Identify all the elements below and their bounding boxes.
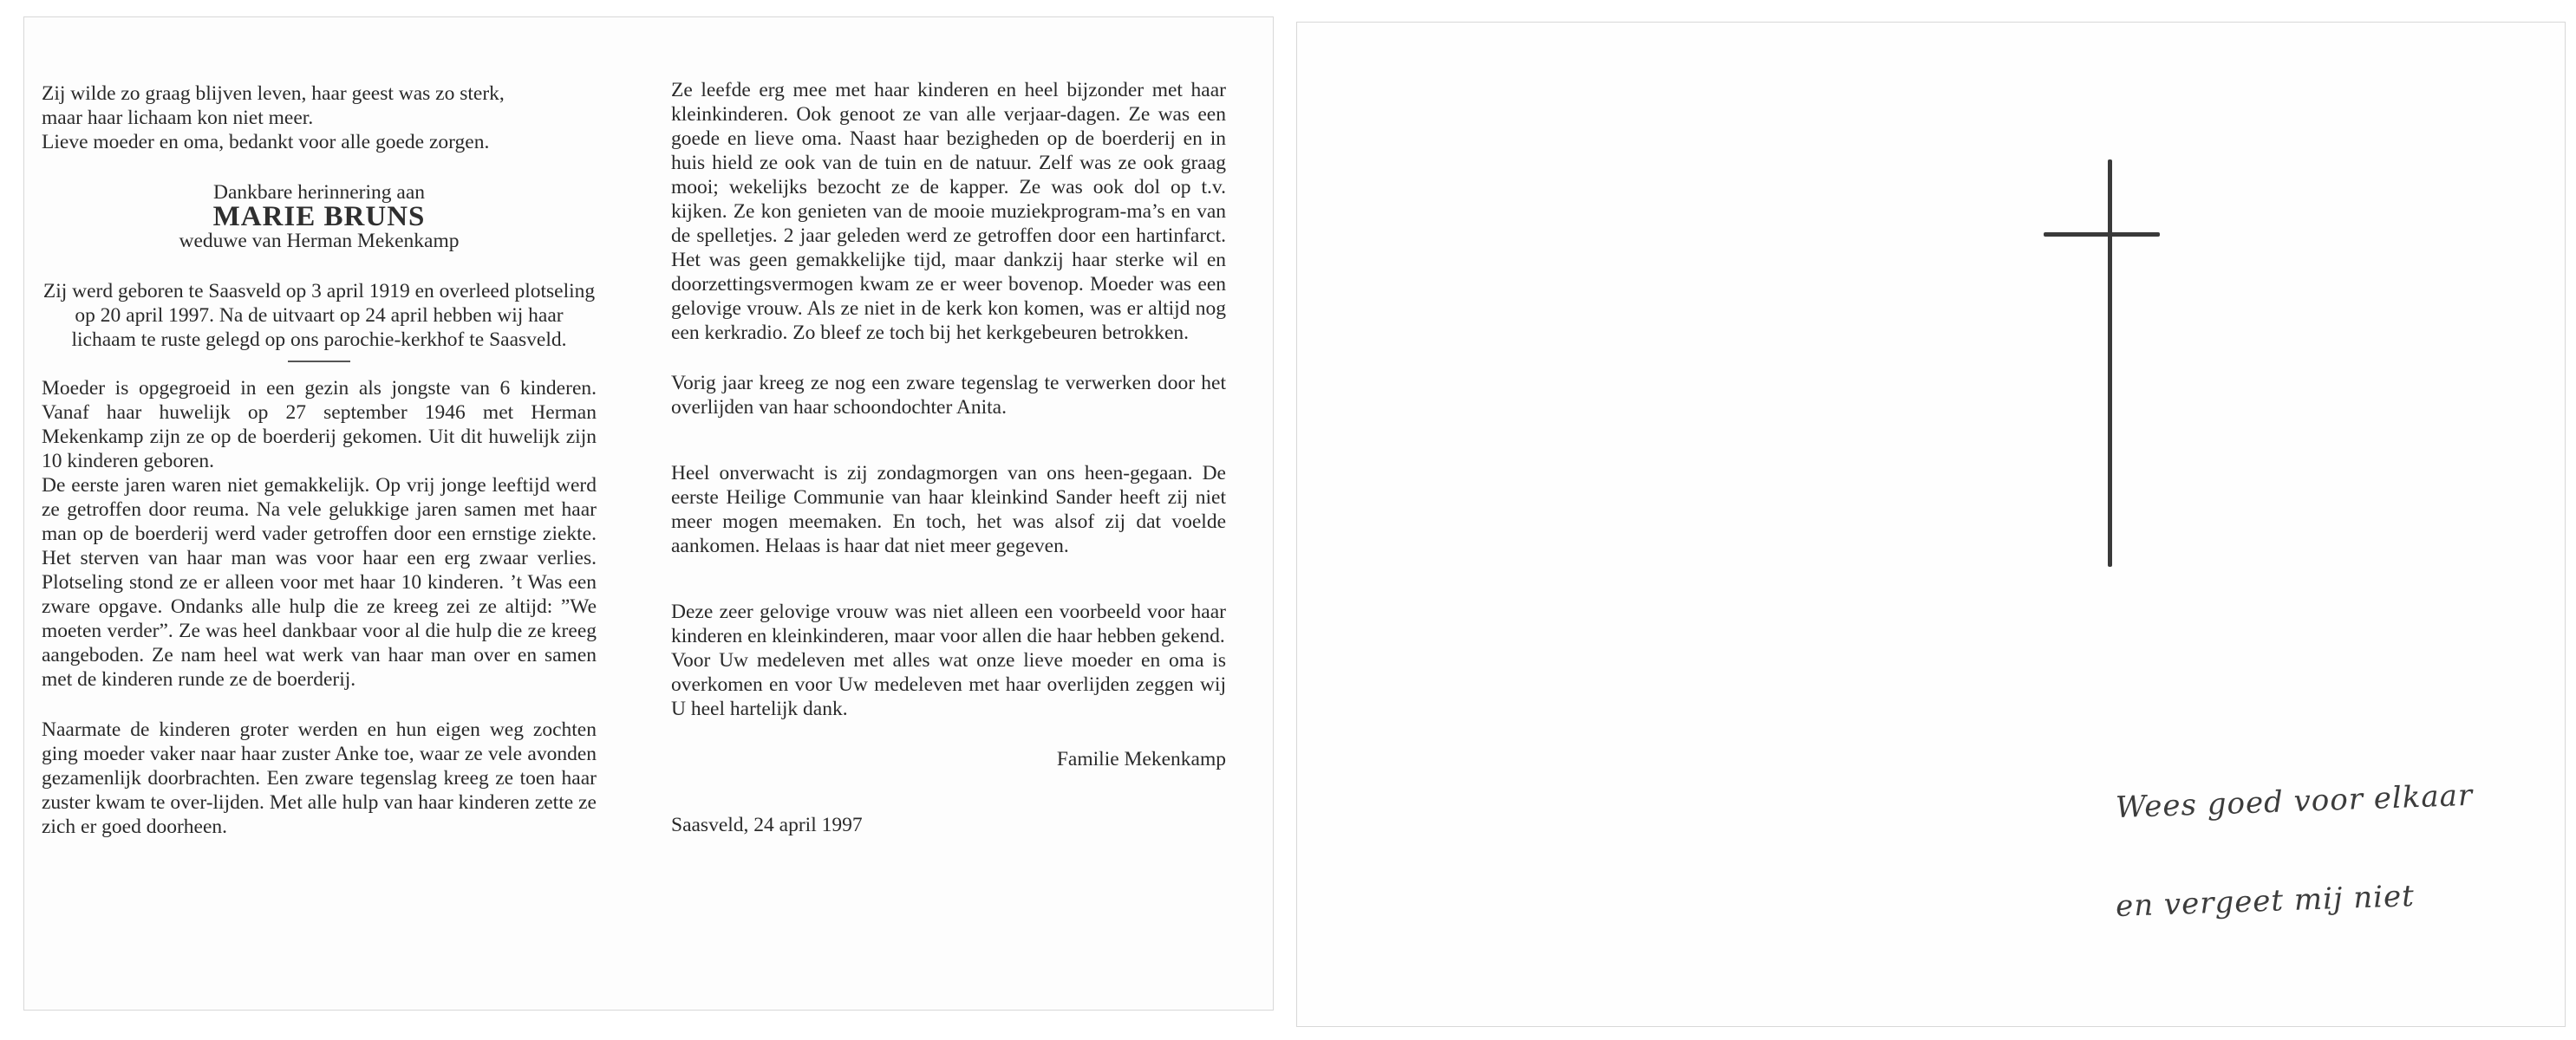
biography-paragraph-3: Ze leefde erg mee met haar kinderen en heel bijzonder met haar kleinkinderen. Ook genoot ze van alle verjaar-dagen. Ze was een goede en lieve oma. Naast haar bezigheden op de boerderij en in huis hield ze ook van de tuin en de natuur. Zelf was ze ook graag mooi; wekelijks bezocht ze de kapper. Ze was ook dol op t.v. kijken. Ze kon genieten van de mooie muziekprogram-ma’s en van de spelletjes. 2 jaar geleden werd ze getroffen door een hartinfarct. Het was geen gemakkelijke tijd, maar dankzij haar sterke wil en doorzettingsvermogen kwam ze er weer bovenop. Moeder was een gelovige vrouw. Als ze niet in de kerk kon komen, was er altijd nog een kerkradio. Zo bleef ze toch bij het kerkgebeuren betrokken. — [671, 79, 1226, 344]
place-and-date: Saasveld, 24 april 1997 — [671, 814, 863, 836]
motto-line-1: Wees goed voor elkaar — [2115, 777, 2474, 826]
birth-death-text: Zij werd geboren te Saasveld op 3 april 1919 en overleed plotseling op 20 april 1997. Na de uitvaart op 24 april hebben wij haar lichaam te ruste gelegd op ons parochie-kerkhof te Saasveld. — [42, 280, 596, 351]
biography-paragraph-2: Naarmate de kinderen groter werden en hun eigen weg zochten ging moeder vaker naar haar zuster Anke toe, waar ze vele avonden gezamenlijk doorbrachten. Een zware tegenslag kreeg ze toen haar zuster kwam te over-lijden. Met alle hulp van haar kinderen zette ze zich er goed doorheen. — [42, 718, 597, 838]
cross-icon-bar — [2044, 232, 2160, 237]
text-column-right — [671, 78, 1226, 837]
biography-paragraph-4: Vorig jaar kreeg ze nog een zware tegenslag te verwerken door het overlijden van haar schoondochter Anita. — [671, 372, 1226, 419]
remembrance-line: Dankbare herinnering aan — [212, 181, 426, 204]
memorial-card-cover-page — [1297, 23, 2565, 1026]
biography-paragraph-5: Heel onverwacht is zij zondagmorgen van ons heen-gegaan. De eerste Heilige Communie van haar kleinkind Sander heeft zij niet meer mogen meemaken. En toch, het was alsof zij dat voelde aankomen. Helaas is haar dat niet meer gegeven. — [671, 462, 1226, 557]
cross-icon — [2108, 159, 2112, 567]
widow-of-line: weduwe van Herman Mekenkamp — [179, 230, 460, 252]
biography-paragraph-1: Moeder is opgegroeid in een gezin als jongste van 6 kinderen. Vanaf haar huwelijk op 27 september 1946 met Herman Mekenkamp zijn ze op de boerderij gekomen. Uit dit huwelijk zijn 10 kinderen geboren. De eerste jaren waren niet gemakkelijk. Op vrij jonge leeftijd werd ze getroffen door reuma. Na vele gelukkige jaren samen met haar man op de boerderij werd vader getroffen door een ernstige ziekte. Het sterven van haar man was voor haar een erg zwaar verlies. Plotseling stond ze er alleen voor met haar 10 kinderen. ’t Was een zware opgave. Ondanks alle hulp die ze kreeg zei ze altijd: ”We moeten verder”. Ze was heel dankbaar voor al die hulp die ze kreeg aangeboden. Ze nam heel wat werk van haar man over en samen met de kinderen runde ze de boerderij. — [42, 377, 597, 691]
thanks-paragraph: Deze zeer gelovige vrouw was niet alleen een voorbeeld voor haar kinderen en kleinkinderen, maar voor allen die haar hebben gekend. Voor Uw medeleven met alles wat onze lieve moeder en oma is overkomen en voor Uw medeleven met haar overlijden zeggen wij U heel hartelijk dank. — [671, 601, 1226, 720]
motto-line-2: en vergeet mij niet — [2115, 878, 2416, 925]
text-column-left — [42, 81, 597, 839]
deceased-name: MARIE BRUNS — [212, 201, 426, 232]
intro-verse: Zij wilde zo graag blijven leven, haar geest was zo sterk, maar haar lichaam kon niet meer. Lieve moeder en oma, bedankt voor alle goede zorgen. — [42, 82, 505, 153]
section-divider — [288, 361, 350, 362]
family-signature: Familie Mekenkamp — [1056, 748, 1226, 770]
